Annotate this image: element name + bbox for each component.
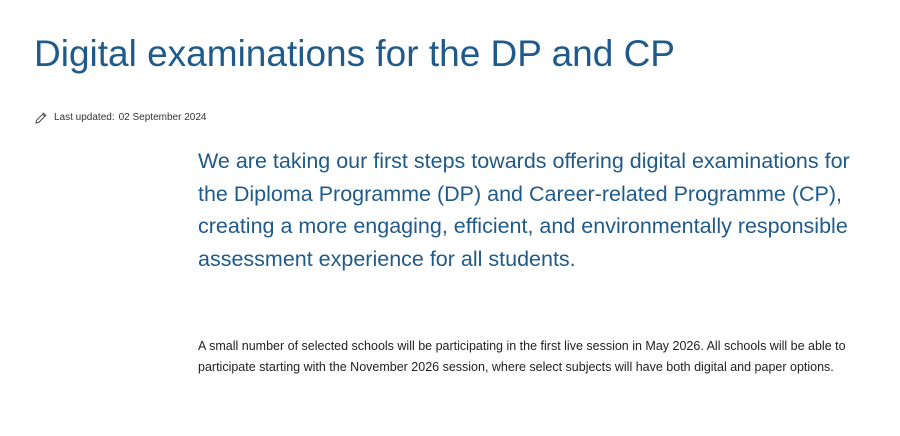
pencil-icon [34, 111, 48, 125]
page-title: Digital examinations for the DP and CP [34, 33, 675, 74]
last-updated-label: Last updated: [54, 112, 115, 123]
last-updated-date: 02 September 2024 [118, 112, 207, 123]
body-paragraph: A small number of selected schools will be participating in the first live session in May 2026. All schools will be able to participate starting with the November 2026 session, where select subjects will have both digital and paper options. [198, 339, 846, 374]
intro-paragraph: We are taking our first steps towards offering digital examinations for the Diploma Programme (DP) and Career-related Programme (CP), creating a more engaging, efficient, and environmentally responsible assessment experience for all students. [198, 149, 850, 271]
last-updated [34, 111, 206, 125]
